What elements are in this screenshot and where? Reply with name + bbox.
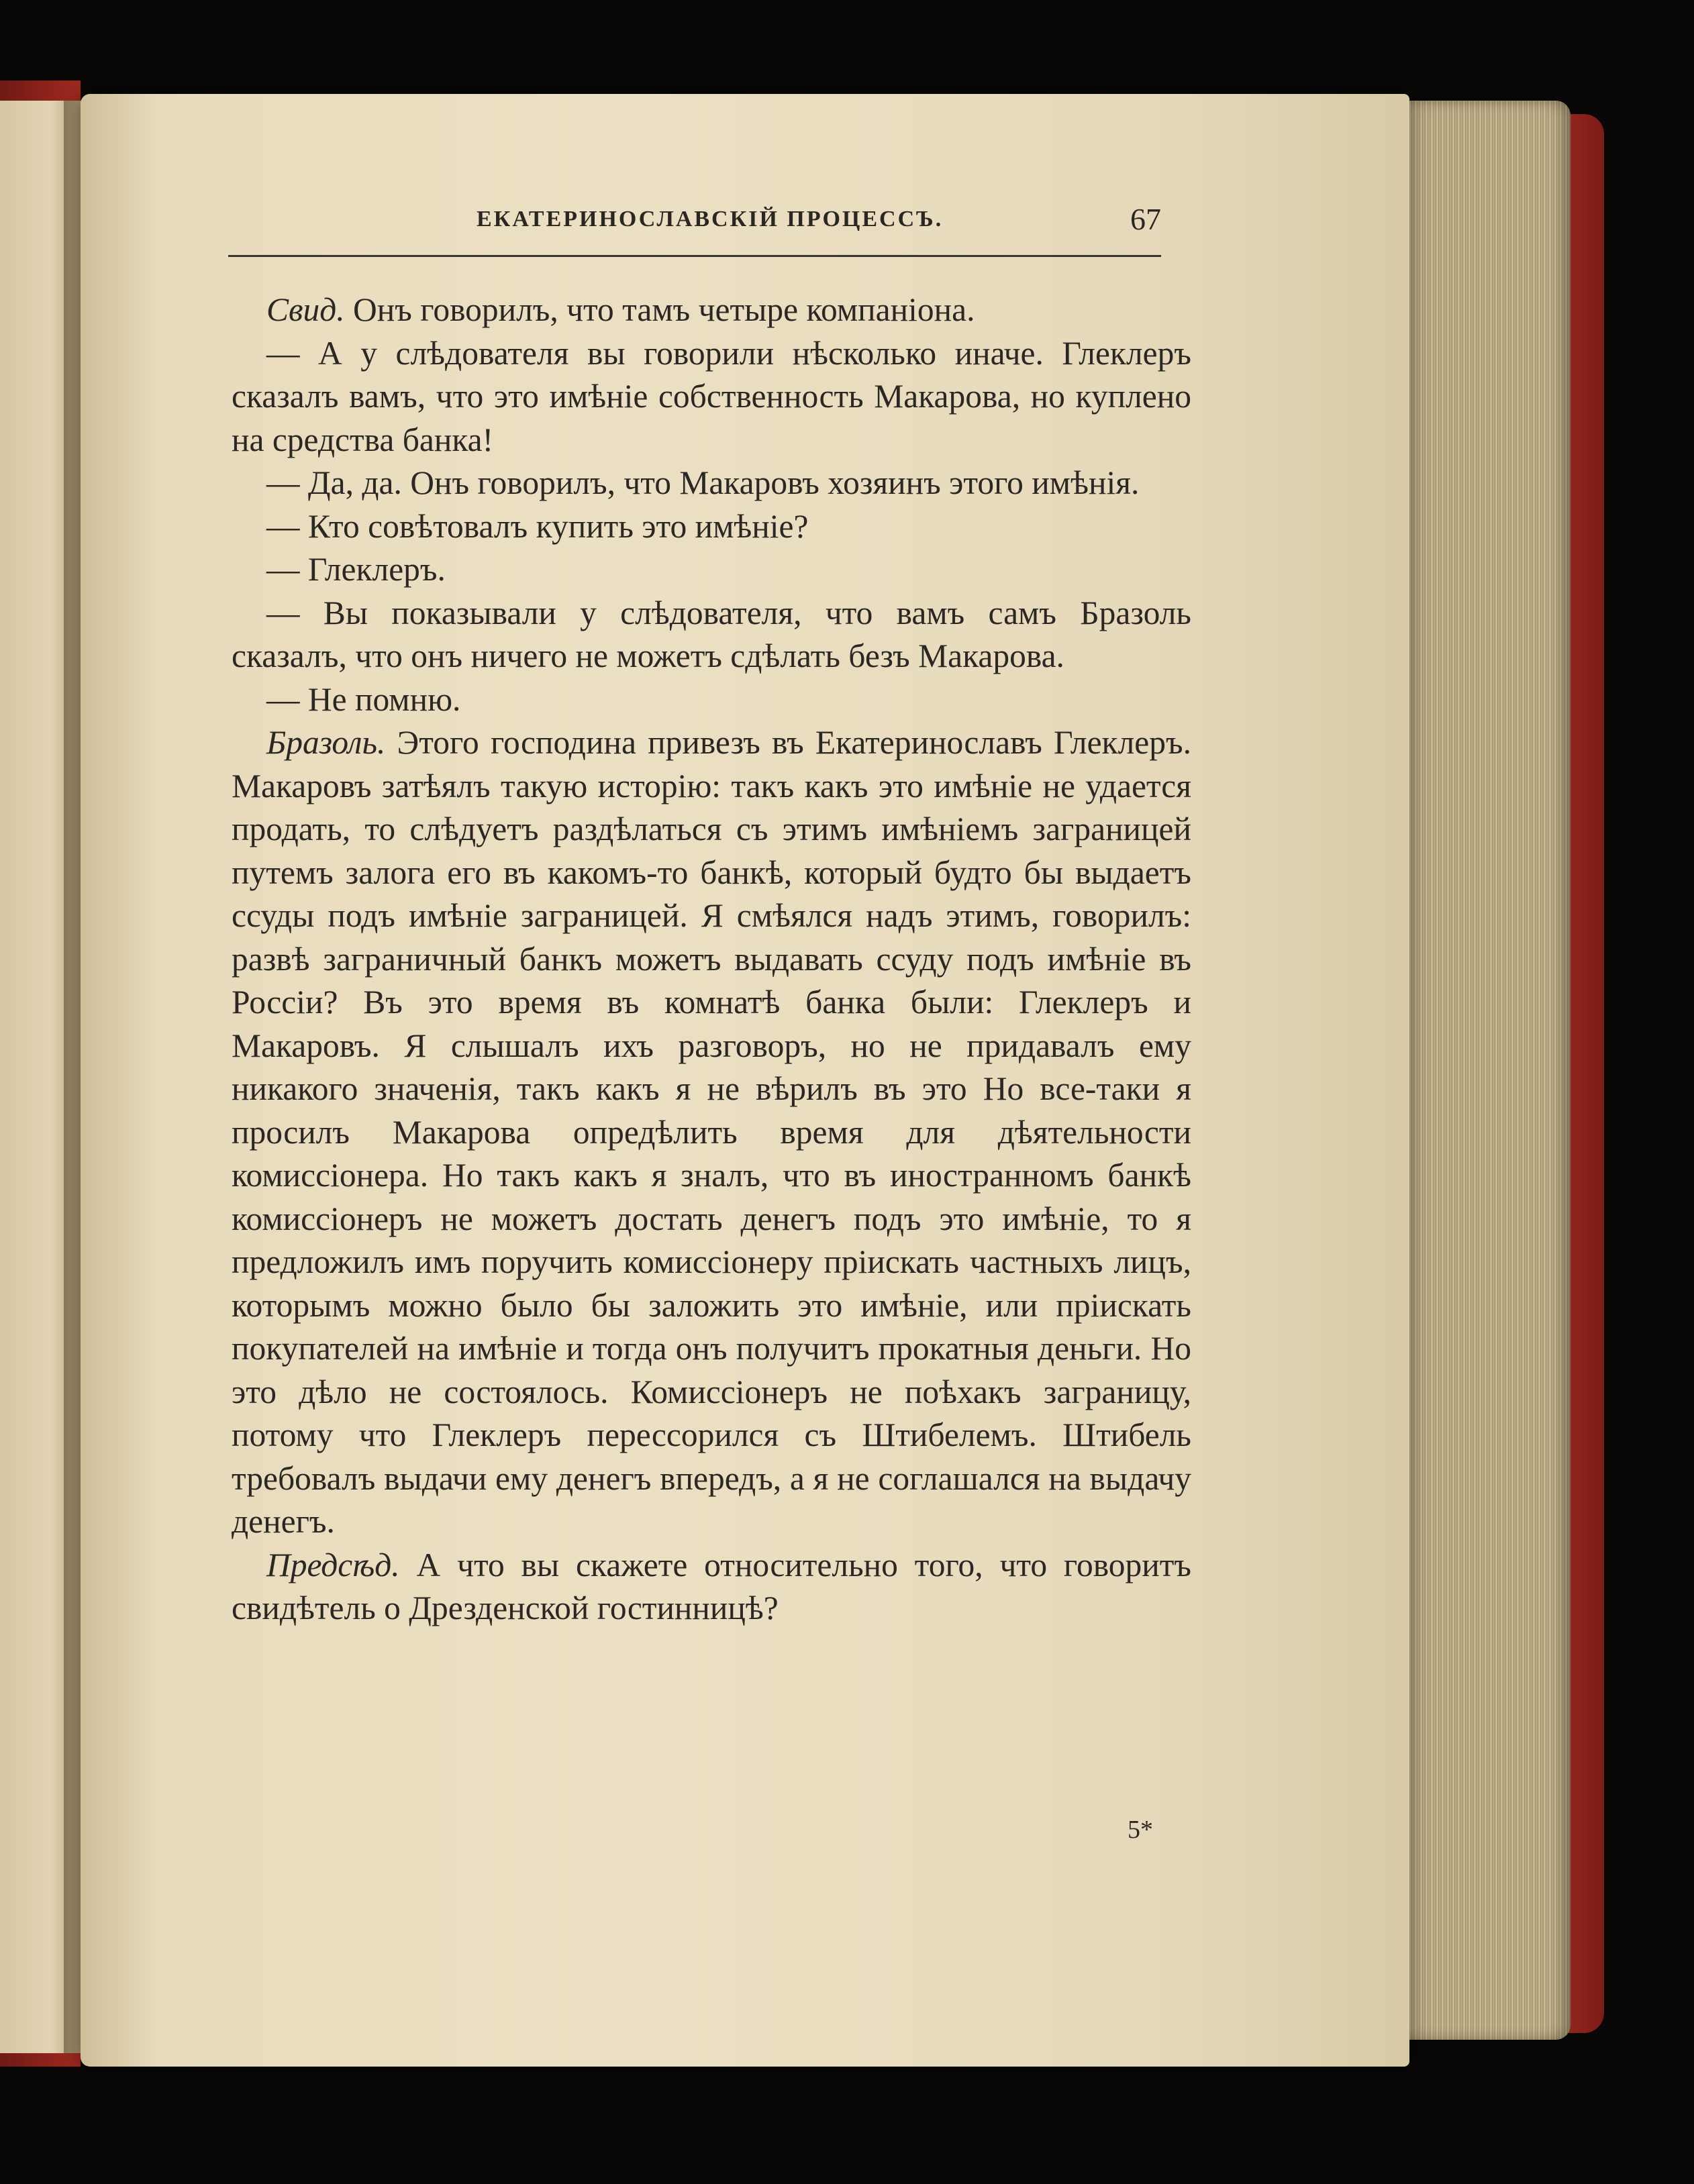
paragraph bbox=[232, 1544, 1191, 1630]
paragraph-text: — Да, да. Онъ говорилъ, что Макаровъ хозяинъ этого имѣнія. bbox=[266, 464, 1140, 501]
paragraph bbox=[232, 721, 1191, 1544]
speaker-label: Свид. bbox=[266, 291, 345, 328]
paragraph bbox=[232, 505, 1191, 549]
paragraph-text: — Кто совѣтовалъ купить это имѣніе? bbox=[266, 507, 809, 545]
body-text bbox=[232, 289, 1191, 1630]
paragraph-text: — Глеклеръ. bbox=[266, 551, 446, 588]
running-head bbox=[228, 201, 1161, 257]
page-edges bbox=[1396, 101, 1571, 2040]
paragraph bbox=[232, 289, 1191, 332]
paragraph-text: Онъ говорилъ, что тамъ четыре компаніона. bbox=[344, 291, 975, 328]
paragraph bbox=[232, 332, 1191, 462]
signature-mark: 5* bbox=[1128, 1816, 1153, 1844]
paragraph bbox=[232, 548, 1191, 592]
speaker-label: Предсѣд. bbox=[266, 1546, 400, 1583]
speaker-label: Бразоль. bbox=[266, 724, 386, 761]
paragraph-text: — Не помню. bbox=[266, 680, 461, 718]
paragraph bbox=[232, 678, 1191, 722]
paragraph-text: А что вы скажете относительно того, что говоритъ свидѣтель о Дрезденской гостинницѣ? bbox=[232, 1546, 1191, 1626]
paragraph-text: — А у слѣдователя вы говорили нѣсколько иначе. Глеклеръ сказалъ вамъ, что это имѣніе собственность Макарова, но куплено на средства банка! bbox=[232, 334, 1191, 458]
paragraph-text: Этого господина привезъ въ Екатеринославъ Глеклеръ. Макаровъ затѣялъ такую исторію: такъ какъ это имѣніе не удается продать, то слѣдуетъ раздѣлаться съ этимъ имѣніемъ заграницей путемъ залога его въ какомъ-то банкѣ, который будто бы выдаетъ ссуды подъ имѣніе заграницей. Я смѣялся надъ этимъ, говорилъ: развѣ заграничный банкъ можетъ выдавать ссуду подъ имѣніе въ Россіи? Въ это время въ комнатѣ банка были: Глеклеръ и Макаровъ. Я слышалъ ихъ разговоръ, но не придавалъ ему никакого значенія, такъ какъ я не вѣрилъ въ это Но все-таки я просилъ Макарова опредѣлить время для дѣятельности комиссіонера. Но такъ какъ я зналъ, что въ иностранномъ банкѣ комиссіонеръ не можетъ достать денегъ подъ это имѣніе, то я предложилъ имъ поручить комиссіонеру пріискать частныхъ лицъ, которымъ можно было бы заложить это имѣніе, или пріискать покупателей на имѣніе и тогда онъ получитъ прокатныя деньги. Но это дѣло не состоялось. Комиссіонеръ не поѣхакъ заграницу, потому что Глеклеръ перессорился съ Штибелемъ. Штибель требовалъ выдачи ему денегъ впередъ, а я не соглашался на выдачу денегъ. bbox=[232, 724, 1191, 1540]
paragraph bbox=[232, 462, 1191, 505]
running-head-title: ЕКАТЕРИНОСЛАВСКІЙ ПРОЦЕССЪ. bbox=[477, 207, 944, 231]
page-number: 67 bbox=[1130, 202, 1161, 236]
paragraph bbox=[232, 592, 1191, 678]
paragraph-text: — Вы показывали у слѣдователя, что вамъ самъ Бразоль сказалъ, что онъ ничего не можетъ сдѣлать безъ Макарова. bbox=[232, 594, 1191, 674]
